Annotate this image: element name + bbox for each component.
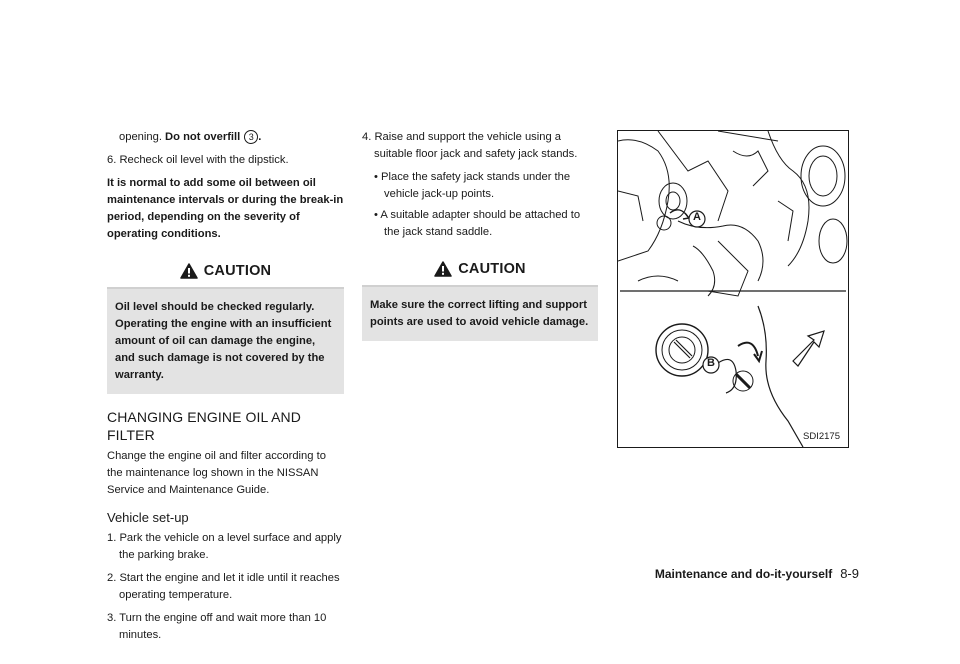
subheading-vehicle-setup: Vehicle set-up	[107, 510, 189, 525]
warning-triangle-icon	[180, 263, 198, 279]
footer-section-title: Maintenance and do-it-yourself	[654, 567, 833, 581]
warning-triangle-icon	[434, 261, 452, 277]
section-heading: CHANGING ENGINE OIL AND FILTER	[107, 409, 301, 443]
left-column	[107, 129, 344, 650]
caution-header	[362, 253, 598, 287]
step-1: 1. Park the vehicle on a level surface and apply the parking brake.	[107, 532, 342, 561]
bullet-1: • Place the safety jack stands under the vehicle jack-up points.	[374, 171, 571, 200]
caution-body: Make sure the correct lifting and support points are used to avoid vehicle damage.	[370, 299, 589, 328]
bullet-2-text: A suitable adapter should be attached to the jack stand saddle.	[380, 209, 581, 238]
step-3: 3. Turn the engine off and wait more than 10 minutes.	[107, 612, 327, 641]
opening-end: .	[258, 131, 262, 143]
intro-paragraph: Change the engine oil and filter according to the maintenance log shown in the NISSAN Service and Maintenance Guide.	[107, 450, 326, 496]
caution-body: Oil level should be checked regularly. Operating the engine with an insufficient amount of oil can damage the engine, and such damage is not covered by the warranty.	[115, 301, 332, 381]
do-not-overfill-text: Do not overfill	[165, 131, 241, 143]
caution-box-lifting	[362, 253, 598, 341]
opening-line	[107, 129, 344, 146]
bullet-2: • A suitable adapter should be attached to the jack stand saddle.	[374, 209, 581, 238]
caution-box-oil-level	[107, 255, 344, 394]
caution-title: CAUTION	[458, 260, 526, 277]
caution-title: CAUTION	[203, 262, 272, 279]
engine-illustration	[618, 131, 848, 447]
figure-label-a: A	[693, 211, 701, 223]
page-footer	[629, 566, 859, 581]
step-6: 6. Recheck oil level with the dipstick.	[107, 154, 289, 166]
middle-column	[362, 129, 598, 351]
figure-code: SDI2175	[803, 431, 840, 442]
caution-header	[107, 255, 344, 289]
step-4: 4. Raise and support the vehicle using a suitable floor jack and safety jack stands.	[362, 131, 578, 160]
bullet-1-text: Place the safety jack stands under the vehicle jack-up points.	[381, 171, 571, 200]
opening-text: opening.	[119, 131, 162, 143]
step-2: 2. Start the engine and let it idle until it reaches operating temperature.	[107, 572, 340, 601]
page-number: 8-9	[840, 566, 859, 581]
circled-number-3: 3	[244, 130, 258, 144]
oil-filler-figure	[617, 130, 849, 448]
figure-label-b: B	[707, 357, 715, 369]
normal-oil-note: It is normal to add some oil between oil maintenance intervals or during the break-in period, depending on the severity of operating conditions.	[107, 177, 344, 240]
